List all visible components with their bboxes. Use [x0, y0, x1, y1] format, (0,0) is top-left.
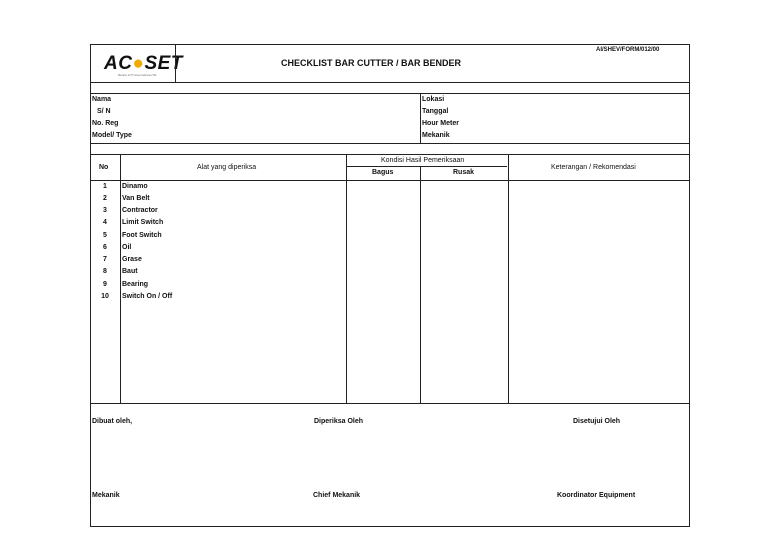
divider: [91, 403, 689, 404]
signature-mechanic: Mekanik: [92, 492, 120, 499]
field-label-model: Model/ Type: [92, 132, 132, 139]
signature-made-by: Dibuat oleh,: [92, 418, 133, 425]
row-item: Limit Switch: [122, 219, 164, 226]
row-number: 6: [103, 244, 107, 251]
column-header-good: Bagus: [372, 169, 394, 176]
row-number: 9: [103, 281, 107, 288]
divider: [91, 93, 689, 94]
row-item: Baut: [122, 268, 138, 275]
column-header-broken: Rusak: [453, 169, 475, 176]
row-number: 8: [103, 268, 107, 275]
field-label-location: Lokasi: [422, 96, 445, 103]
column-header-notes: Keterangan / Rekomendasi: [551, 164, 636, 171]
column-header-no: No: [99, 164, 109, 171]
column-header-item: Alat yang diperiksa: [197, 164, 257, 171]
row-number: 4: [103, 219, 107, 226]
divider: [91, 82, 689, 83]
row-item: Bearing: [122, 281, 149, 288]
info-divider: [420, 93, 421, 143]
column-divider: [346, 154, 347, 403]
row-item: Foot Switch: [122, 232, 162, 239]
field-label-reg: No. Reg: [92, 120, 119, 127]
acset-logo: AC●SET: [104, 53, 183, 74]
row-number: 7: [103, 256, 107, 263]
divider: [91, 180, 689, 181]
signature-checked-by: Diperiksa Oleh: [314, 418, 364, 425]
row-number: 2: [103, 195, 107, 202]
field-label-mechanic: Mekanik: [422, 132, 450, 139]
logo-tagline: Member of PT Acset Indonusa Tbk: [118, 74, 157, 77]
row-number: 1: [103, 183, 107, 190]
field-label-hour-meter: Hour Meter: [422, 120, 459, 127]
divider: [346, 166, 507, 167]
column-header-condition: Kondisi Hasil Pemeriksaan: [381, 157, 465, 164]
signature-chief-mechanic: Chief Mekanik: [313, 492, 361, 499]
field-label-serial: S/ N: [97, 108, 111, 115]
signature-coordinator: Koordinator Equipment: [557, 492, 636, 499]
form-code: AI/SHEV/FORM/012/00: [596, 47, 660, 53]
row-number: 3: [103, 207, 107, 214]
row-item: Contractor: [122, 207, 158, 214]
divider: [91, 143, 689, 144]
column-divider: [508, 154, 509, 403]
row-item: Grase: [122, 256, 142, 263]
row-item: Switch On / Off: [122, 293, 173, 300]
row-item: Oil: [122, 244, 132, 251]
checklist-form: [90, 44, 690, 527]
row-number: 10: [101, 293, 109, 300]
signature-approved-by: Disetujui Oleh: [573, 418, 621, 425]
divider: [91, 154, 689, 155]
field-label-date: Tanggal: [422, 108, 449, 115]
column-divider: [120, 154, 121, 403]
logo-divider: [175, 45, 176, 82]
field-label-name: Nama: [92, 96, 112, 103]
column-divider: [420, 166, 421, 403]
form-title: CHECKLIST BAR CUTTER / BAR BENDER: [281, 58, 461, 68]
row-item: Dinamo: [122, 183, 148, 190]
row-number: 5: [103, 232, 107, 239]
row-item: Van Belt: [122, 195, 150, 202]
